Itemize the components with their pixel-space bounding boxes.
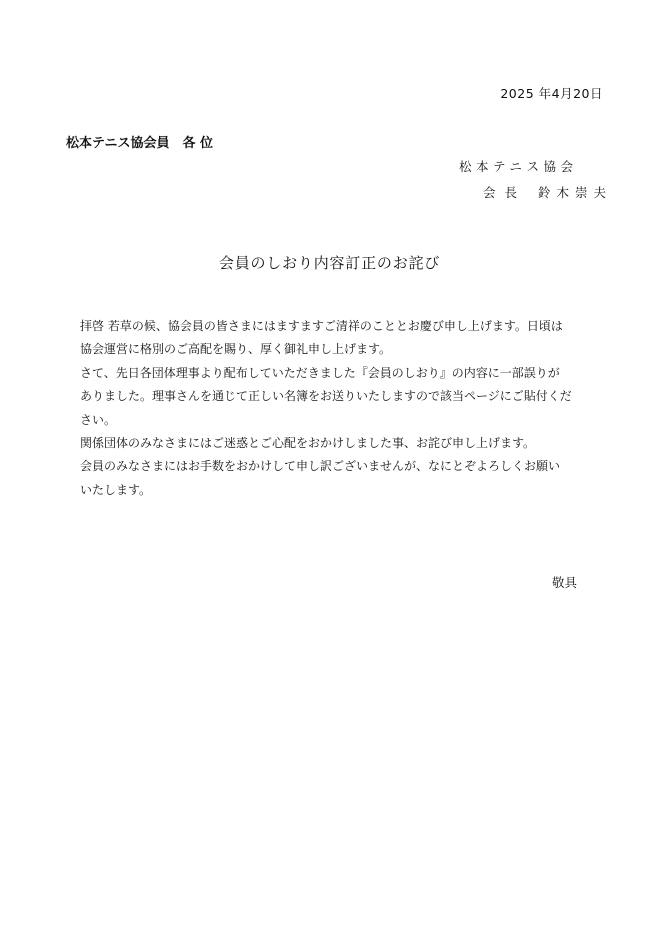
sender-organization: 松本テニス協会 xyxy=(459,159,578,174)
body-line: 関係団体のみなさまにはご迷惑とご心配をおかけしました事、お詫び申し上げます。 xyxy=(80,435,536,450)
letter-body xyxy=(80,315,590,502)
letter-title: 会員のしおり内容訂正のお詫び xyxy=(218,254,441,272)
sender-name: 鈴木崇夫 xyxy=(538,185,613,200)
body-line: 拝啓 若草の候、協会員の皆さまにはますますご清祥のこととお慶び申し上げます。日頃は xyxy=(80,319,563,333)
recipient: 松本テニス協会員 各 位 xyxy=(66,136,214,151)
body-line: 協会運営に格別のご高配を賜り、厚く御礼申し上げます。 xyxy=(80,342,392,357)
sender-role: 会長 xyxy=(483,185,527,200)
letter-date: 2025 年4月20日 xyxy=(500,86,603,101)
closing-keigu: 敬具 xyxy=(552,575,578,590)
body-line: ありました。理事さんを通じて正しい名簿をお送りいたしますので該当ページにご貼付くだ xyxy=(80,389,572,404)
body-line: いたします。 xyxy=(80,482,152,497)
sender-signature xyxy=(483,183,612,201)
body-line: 会員のみなさまにはお手数をおかけして申し訳ございませんが、なにとぞよろしくお願い xyxy=(80,459,561,474)
body-line: さい。 xyxy=(80,412,117,427)
body-line: さて、先日各団体理事より配布していただきました『会員のしおり』の内容に一部誤りが xyxy=(80,365,560,380)
